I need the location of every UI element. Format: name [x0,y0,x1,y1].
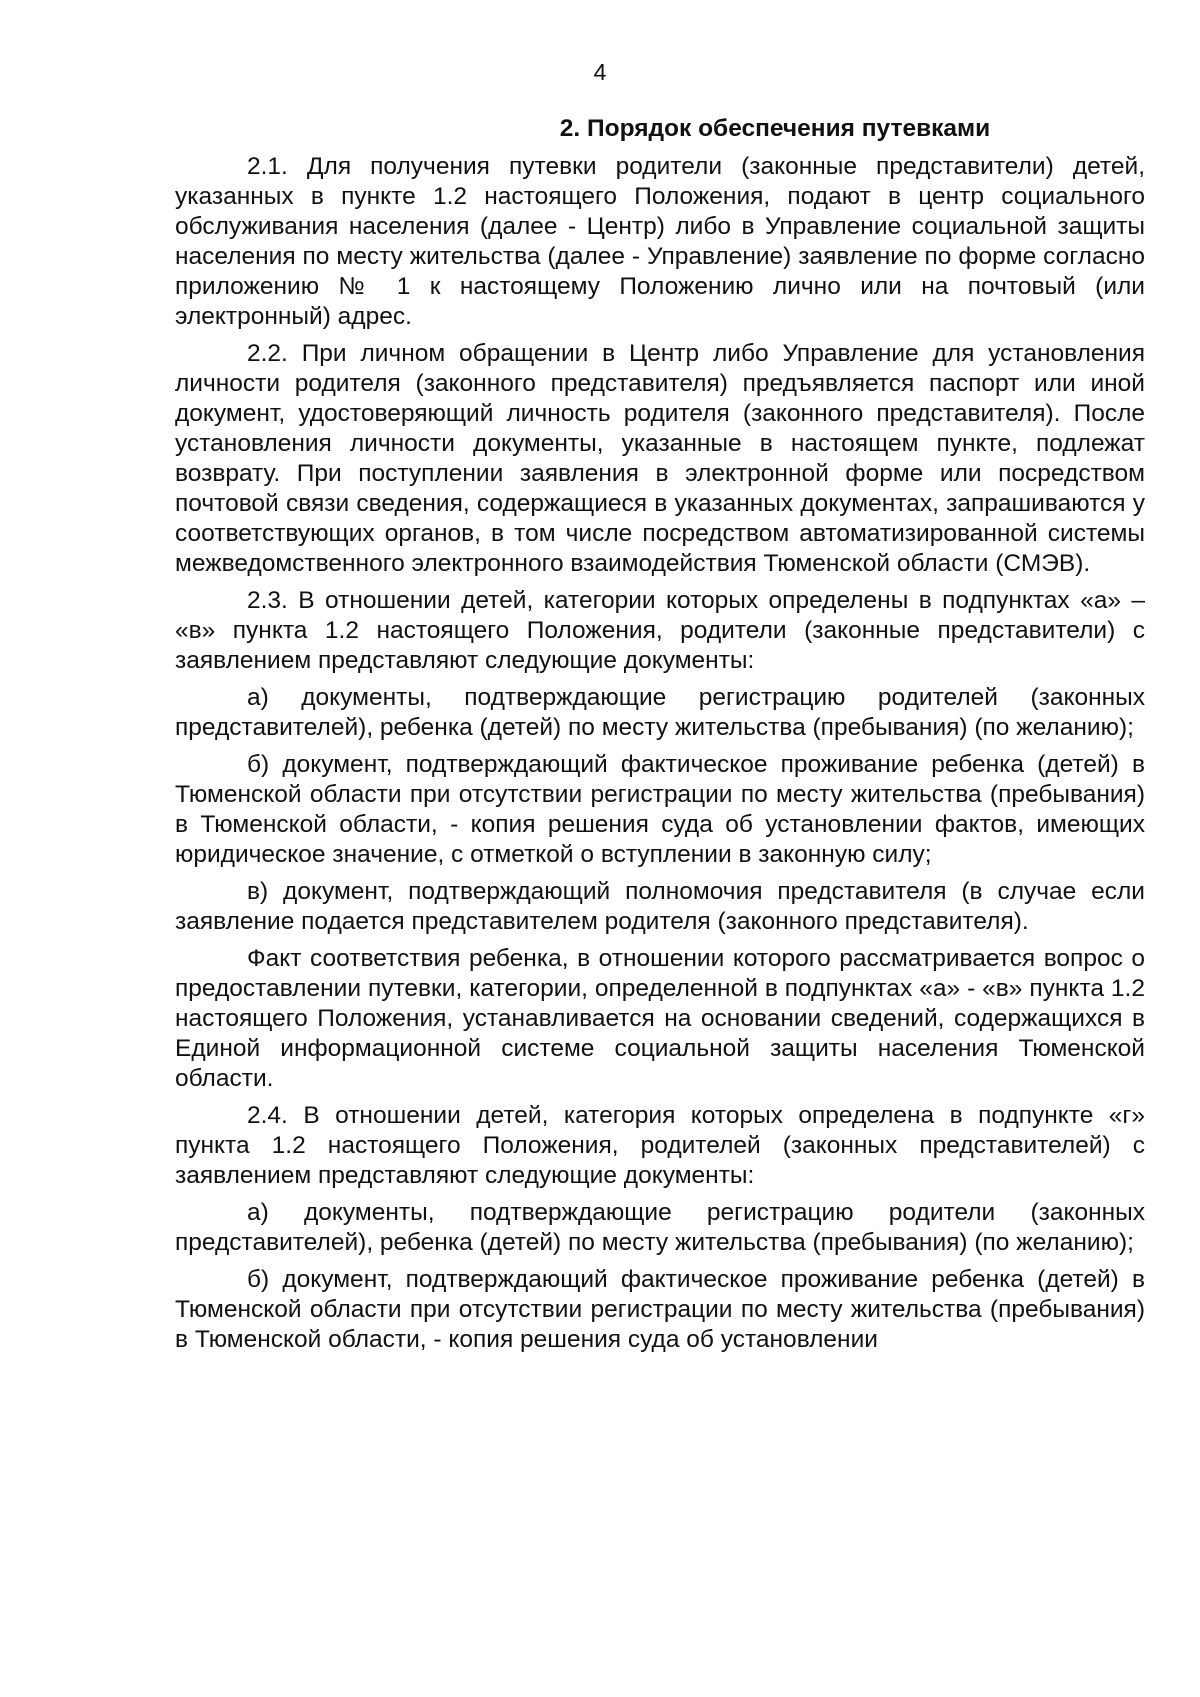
paragraph-2-3: 2.3. В отношении детей, категории которых определены в подпунктах «а» – «в» пункта 1.2 настоящего Положения, родители (законные представители) с заявлением представляют следующие документы: [175,587,1145,674]
section-title: 2. Порядок обеспечения путевками [559,115,991,142]
page-number: 4 [593,59,607,85]
document-body [175,114,1145,1362]
paragraph-2-4: 2.4. В отношении детей, категория которых определена в подпункте «г» пункта 1.2 настоящего Положения, родителей (законных представителей) с заявлением представляют следующие документы: [175,1102,1145,1189]
paragraph-2-4-a: а) документы, подтверждающие регистрацию родители (законных представителей), ребенка (детей) по месту жительства (пребывания) (по желанию); [175,1199,1145,1256]
paragraph-2-3-b: б) документ, подтверждающий фактическое проживание ребенка (детей) в Тюменской области при отсутствии регистрации по месту жительства (пребывания) в Тюменской области, - копия решения суда об установлении фактов, имеющих юридическое значение, с отметкой о вступлении в законную силу; [175,751,1145,868]
paragraph-category-fact: Факт соответствия ребенка, в отношении которого рассматривается вопрос о предоставлении путевки, категории, определенной в подпунктах «а» - «в» пункта 1.2 настоящего Положения, устанавливается на основании сведений, содержащихся в Единой информационной системе социальной защиты населения Тюменской области. [175,945,1145,1092]
paragraph-2-4-b: б) документ, подтверждающий фактическое проживание ребенка (детей) в Тюменской области при отсутствии регистрации по месту жительства (пребывания) в Тюменской области, - копия решения суда об установлении [175,1266,1145,1353]
paragraph-2-1: 2.1. Для получения путевки родители (законные представители) детей, указанных в пункте 1.2 настоящего Положения, подают в центр социального обслуживания населения (далее - Центр) либо в Управление социальной защиты населения по месту жительства (далее - Управление) заявление по форме согласно приложению № 1 к настоящему Положению лично или на почтовый (или электронный) адрес. [175,153,1145,330]
paragraph-2-3-v: в) документ, подтверждающий полномочия представителя (в случае если заявление подается представителем родителя (законного представителя). [175,878,1145,935]
paragraph-2-3-a: а) документы, подтверждающие регистрацию родителей (законных представителей), ребенка (детей) по месту жительства (пребывания) (по желанию); [175,684,1145,741]
paragraph-2-2: 2.2. При личном обращении в Центр либо Управление для установления личности родителя (законного представителя) предъявляется паспорт или иной документ, удостоверяющий личность родителя (законного представителя). После установления личности документы, указанные в настоящем пункте, подлежат возврату. При поступлении заявления в электронной форме или посредством почтовой связи сведения, содержащиеся в указанных документах, запрашиваются у соответствующих органов, в том числе посредством автоматизированной системы межведомственного электронного взаимодействия Тюменской области (СМЭВ). [175,340,1145,577]
